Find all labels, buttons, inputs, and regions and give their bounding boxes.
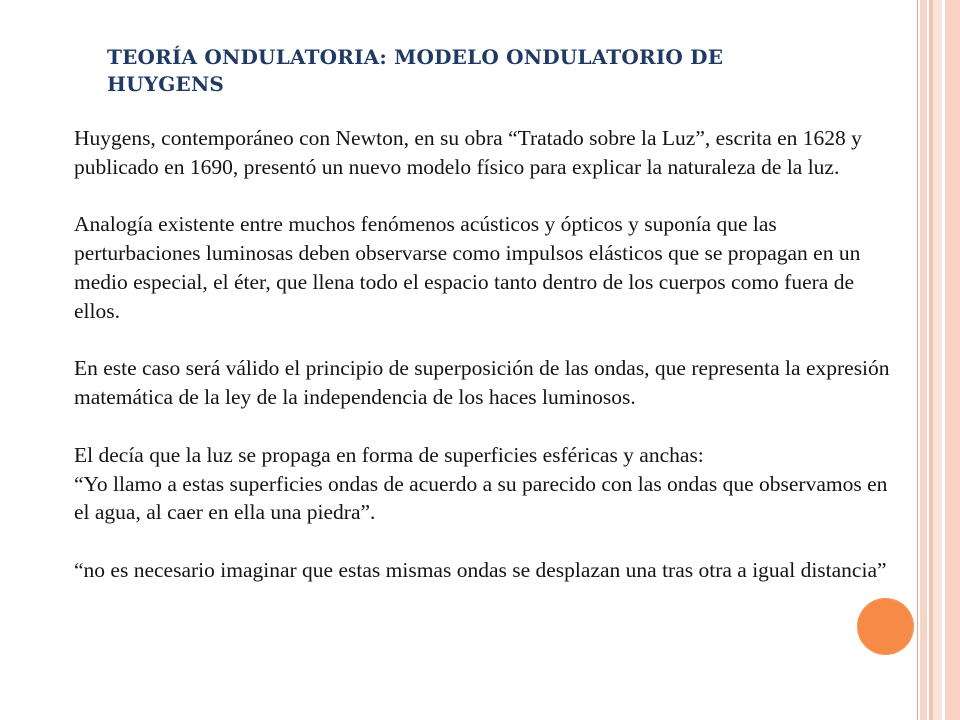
decorative-stripe xyxy=(933,0,942,720)
decorative-stripe xyxy=(920,0,927,720)
quote-distance: “no es necesario imaginar que estas mismas ondas se desplazan una tras otra a igual distancia” xyxy=(74,557,887,582)
paragraph-analogy: Analogía existente entre muchos fenómenos acústicos y ópticos y suponía que las perturbaciones luminosas deben observarse como impulsos elásticos que se propagan en un medio especial, el éter, que llena todo el espacio tanto dentro de los cuerpos como fuera de ellos. xyxy=(74,212,861,323)
paragraph-spherical-waves: El decía que la luz se propaga en forma de superficies esféricas y anchas: xyxy=(74,442,704,467)
slide-body xyxy=(74,124,896,585)
slide-title: TEORÍA ONDULATORIA: MODELO ONDULATORIO DE HUYGENS xyxy=(107,45,724,96)
paragraph-superposition: En este caso será válido el principio de superposición de las ondas, que representa la expresión matemática de la ley de la independencia de los haces luminosos. xyxy=(74,356,890,410)
quote-waves: “Yo llamo a estas superficies ondas de acuerdo a su parecido con las ondas que observamos en el agua, al caer en ella una piedra”. xyxy=(74,471,888,525)
decorative-stripe xyxy=(945,0,960,720)
paragraph-intro: Huygens, contemporáneo con Newton, en su obra “Tratado sobre la Luz”, escrita en 1628 y publicado en 1690, presentó un nuevo modelo físico para explicar la naturaleza de la luz. xyxy=(74,126,862,179)
decorative-stripe xyxy=(917,0,918,720)
accent-circle xyxy=(857,598,914,655)
